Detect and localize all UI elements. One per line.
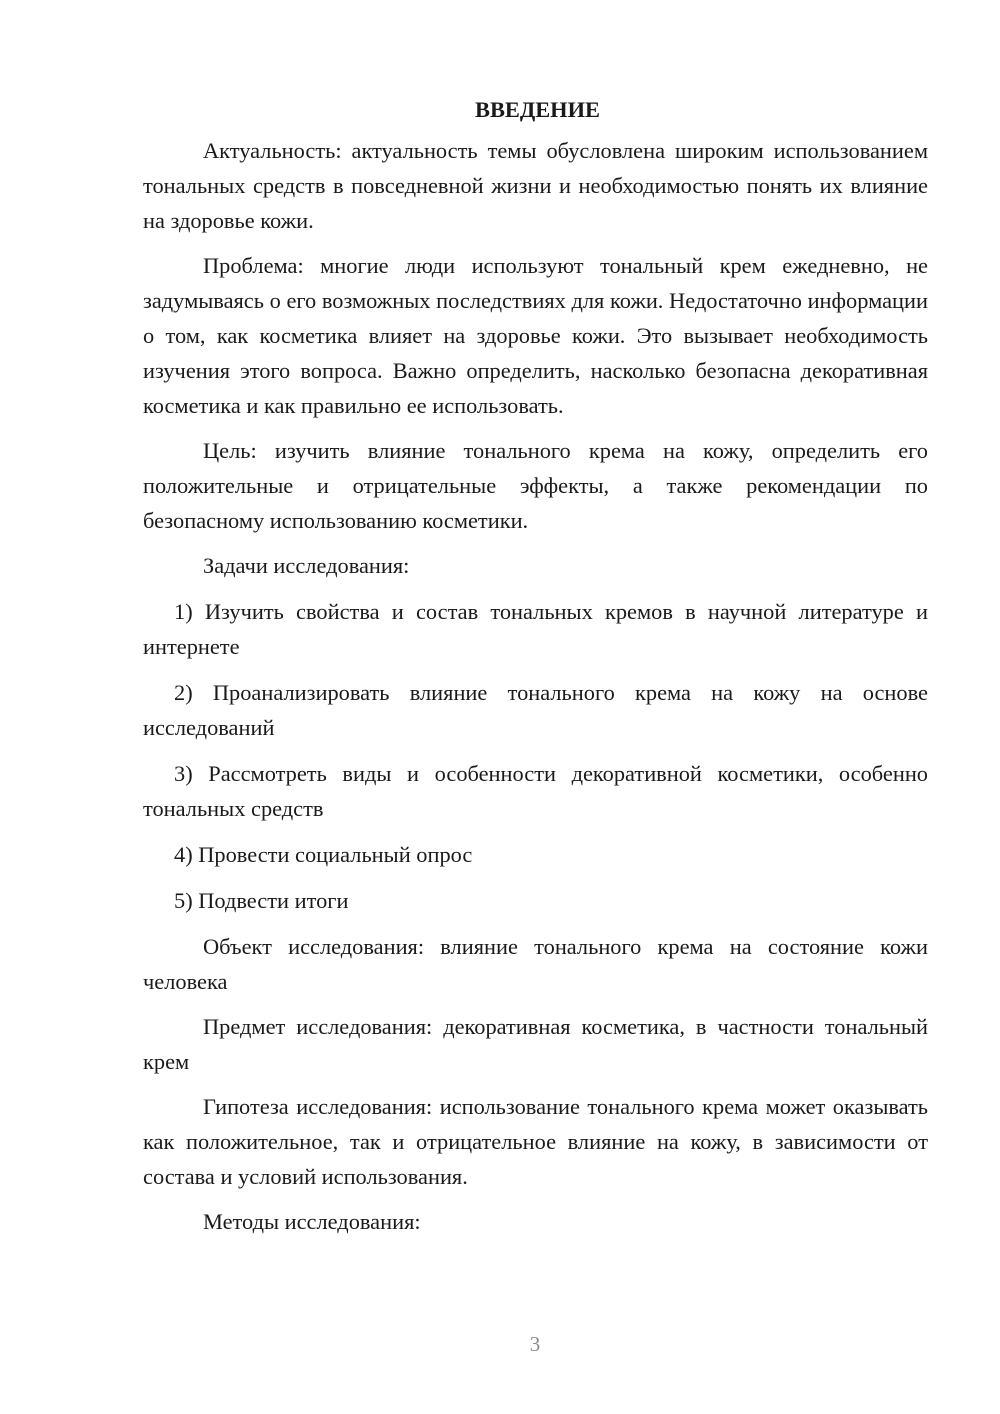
task-item: 5) Подвести итоги: [174, 888, 349, 913]
hypothesis-paragraph: Гипотеза исследования: использование тонального крема может оказывать как положительное, так и отрицательное влияние на кожу, в зависимости от состава и условий использования.: [143, 1094, 928, 1189]
tasks-heading: Задачи исследования:: [203, 553, 410, 578]
goal-paragraph: Цель: изучить влияние тонального крема на кожу, определить его положительные и отрицательные эффекты, а также рекомендации по безопасному использованию косметики.: [143, 438, 928, 533]
subject-paragraph: Предмет исследования: декоративная косметика, в частности тональный крем: [143, 1014, 928, 1074]
page-number: 3: [529, 1332, 541, 1356]
methods-heading: Методы исследования:: [203, 1209, 421, 1234]
relevance-paragraph: Актуальность: актуальность темы обусловлена широким использованием тональных средств в повседневной жизни и необходимостью понять их влияние на здоровье кожи.: [143, 138, 928, 233]
task-item: 3) Рассмотреть виды и особенности декоративной косметики, особенно тональных средств: [143, 761, 928, 821]
section-title: ВВЕДЕНИЕ: [475, 97, 600, 122]
task-item: 4) Провести социальный опрос: [174, 842, 473, 867]
document-page: [143, 92, 928, 1249]
object-paragraph: Объект исследования: влияние тонального крема на состояние кожи человека: [143, 934, 928, 994]
task-item: 2) Проанализировать влияние тонального крема на кожу на основе исследований: [143, 680, 928, 740]
problem-paragraph: Проблема: многие люди используют тональный крем ежедневно, не задумываясь о его возможных последствиях для кожи. Недостаточно информации о том, как косметика влияет на здоровье кожи. Это вызывает необходимость изучения этого вопроса. Важно определить, насколько безопасна декоративная косметика и как правильно ее использовать.: [143, 253, 928, 418]
task-item: 1) Изучить свойства и состав тональных кремов в научной литературе и интернете: [143, 599, 928, 659]
